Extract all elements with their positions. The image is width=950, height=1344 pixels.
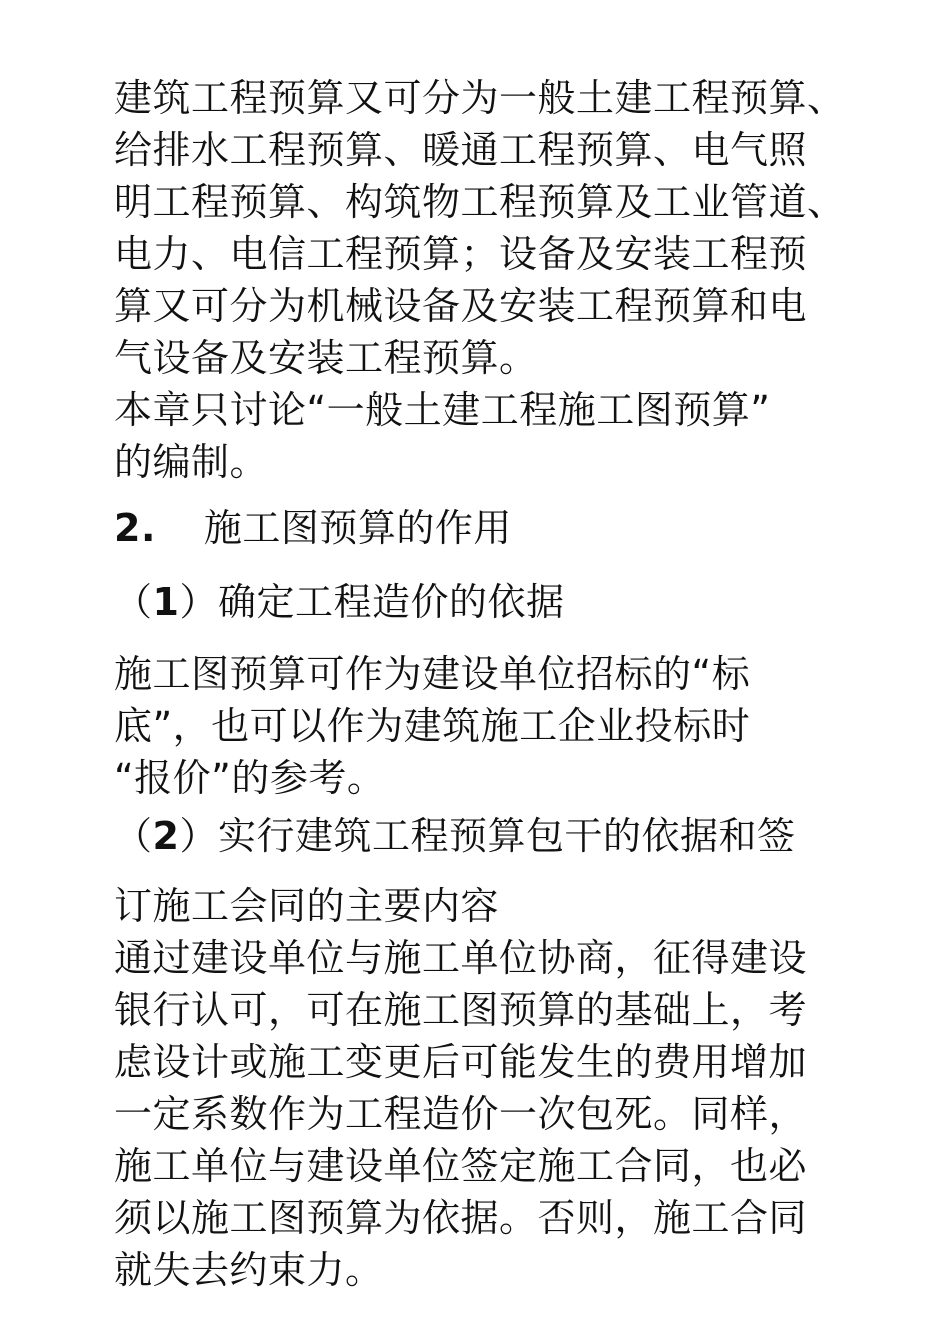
section-heading bbox=[114, 502, 894, 554]
text-line: 给排水工程预算、暖通工程预算、电气照 bbox=[114, 128, 808, 172]
text-line: 本章只讨论“一般土建工程施工图预算” bbox=[114, 388, 771, 432]
paragraph-budget-types bbox=[114, 72, 894, 384]
item-title: 实行建筑工程预算包干的依据和签 bbox=[217, 814, 796, 858]
item-title: 确定工程造价的依据 bbox=[217, 580, 565, 624]
section-title: 施工图预算的作用 bbox=[203, 506, 512, 550]
section-number-dot: . bbox=[140, 506, 156, 550]
text-line: 电力、电信工程预算；设备及安装工程预 bbox=[114, 232, 808, 276]
subheading-item-1 bbox=[114, 576, 894, 628]
text-line: 的编制。 bbox=[114, 440, 269, 484]
paragraph-chapter-scope bbox=[114, 384, 894, 488]
text-line: 气设备及安装工程预算。 bbox=[114, 336, 538, 380]
text-line: 建筑工程预算又可分为一般土建工程预算、 bbox=[114, 76, 846, 120]
text-line: “报价”的参考。 bbox=[114, 756, 386, 800]
text-line: 施工图预算可作为建设单位招标的“标 bbox=[114, 652, 751, 696]
text-line: 银行认可，可在施工图预算的基础上，考 bbox=[114, 988, 808, 1032]
paren-open: （ bbox=[114, 580, 153, 624]
text-line: 算又可分为机械设备及安装工程预算和电 bbox=[114, 284, 808, 328]
item-number: 2 bbox=[152, 814, 180, 858]
subheading-item-2 bbox=[114, 810, 894, 862]
section-number: 2 bbox=[114, 506, 141, 550]
subheading-item-2-continuation: 订施工会同的主要内容 bbox=[114, 884, 500, 928]
text-line: 须以施工图预算为依据。否则，施工合同 bbox=[114, 1196, 808, 1240]
paragraph-contract bbox=[114, 932, 894, 1296]
text-line: 通过建设单位与施工单位协商，征得建设 bbox=[114, 936, 808, 980]
paren-close: ） bbox=[179, 580, 218, 624]
text-line: 施工单位与建设单位签定施工合同，也必 bbox=[114, 1144, 808, 1188]
text-line: 虑设计或施工变更后可能发生的费用增加 bbox=[114, 1040, 808, 1084]
paren-close: ） bbox=[179, 814, 218, 858]
text-line: 一定系数作为工程造价一次包死。同样， bbox=[114, 1092, 808, 1136]
paren-open: （ bbox=[114, 814, 153, 858]
document-page bbox=[114, 72, 894, 1296]
text-line: 底”，也可以作为建筑施工企业投标时 bbox=[114, 704, 751, 748]
text-line: 明工程预算、构筑物工程预算及工业管道、 bbox=[114, 180, 846, 224]
paragraph-bidding bbox=[114, 648, 894, 804]
item-number: 1 bbox=[152, 580, 180, 624]
text-line: 就失去约束力。 bbox=[114, 1248, 384, 1292]
